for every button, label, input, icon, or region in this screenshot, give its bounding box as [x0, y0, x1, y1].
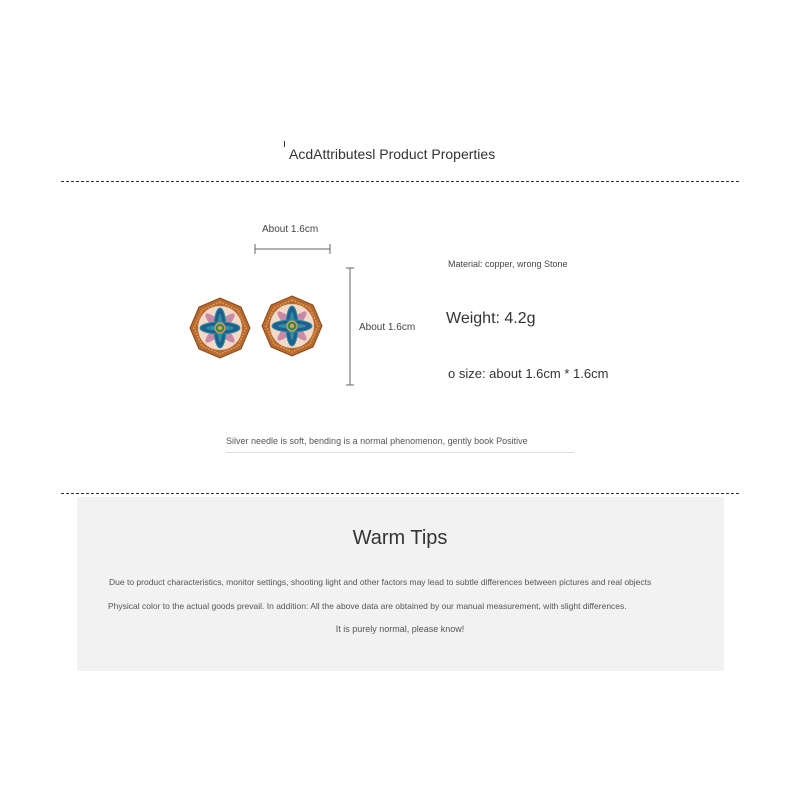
warm-tips-title: Warm Tips: [352, 527, 448, 549]
top-divider: [61, 181, 739, 182]
title-tick: [284, 141, 285, 147]
bottom-divider: [61, 493, 739, 494]
page-title: AcdAttributesl Product Properties: [289, 146, 496, 162]
needle-note: Silver needle is soft, bending is a normal phenomenon, gently book Positive: [226, 436, 528, 446]
material-spec: Material: copper, wrong Stone: [448, 259, 568, 269]
earring-left: [190, 298, 250, 358]
needle-underline: [226, 452, 574, 453]
size-spec: o size: about 1.6cm * 1.6cm: [448, 366, 609, 381]
warm-tips-line-3: It is purely normal, please know!: [335, 624, 465, 634]
earring-right: [262, 296, 322, 356]
warm-tips-line-2: Physical color to the actual goods prevail. In addition: All the above data are obtained by our manual measurement, with slight differences.: [108, 601, 627, 611]
height-dimension-label: About 1.6cm: [359, 322, 416, 333]
earrings-image: [185, 292, 330, 367]
width-dimension-label: About 1.6cm: [262, 224, 319, 235]
weight-spec: Weight: 4.2g: [446, 310, 536, 327]
warm-tips-line-1: Due to product characteristics, monitor settings, shooting light and other factors may lead to subtle differences between pictures and real objects: [109, 577, 652, 587]
